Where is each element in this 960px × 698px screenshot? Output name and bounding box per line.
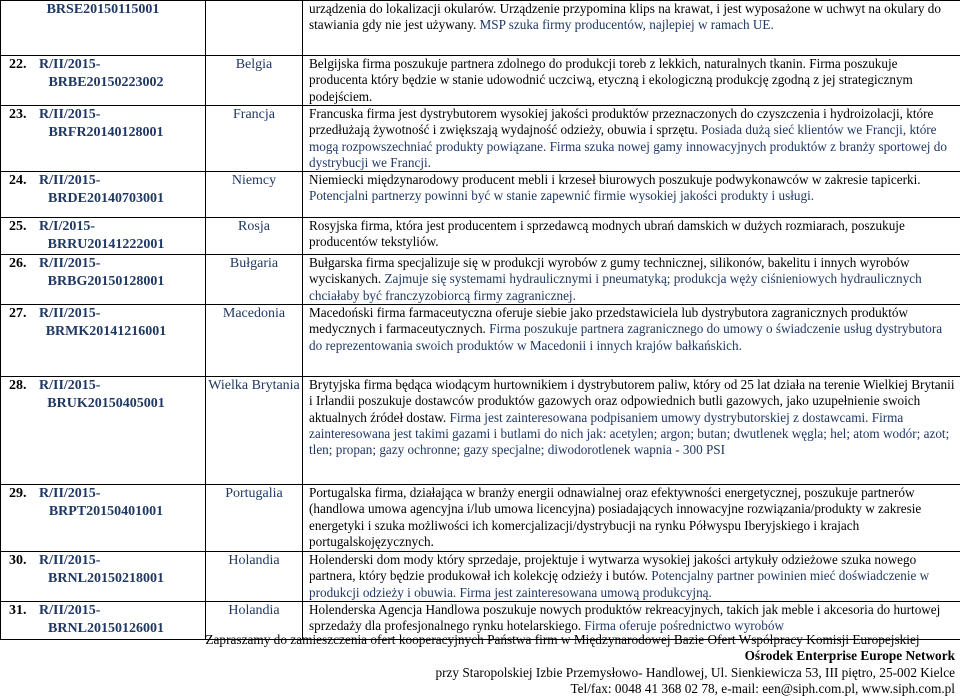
footer-address: przy Staropolskiej Izbie Przemysłowo- Handlowej, Ul. Sienkiewicza 53, III piętro, 25-002 Kielce [435,664,955,680]
table-row [1,255,960,305]
ref-cell [1,218,206,255]
row-number: 30. [9,553,27,569]
country-cell: Niemcy [206,172,303,218]
description-cell [303,56,960,106]
description-text-highlight: MSP szuka firmy producentów, najlepiej w ramach UE. [479,17,774,33]
ref-code: BRUK20150405001 [47,396,165,412]
table-row [1,377,960,485]
table-row [1,485,960,552]
ref-cell [1,377,206,485]
description-text-highlight: Firma poszukuje partnera zagranicznego do umowy o świadczenie usług dystrybutora do reprezentowania swoich produktów w Macedonii i innych krajów bałkańskich. [309,321,943,353]
country-cell: Rosja [206,218,303,255]
ref-code: BRMK20141216001 [45,324,167,340]
description-text: Bułgarska firma specjalizuje się w produkcji wyrobów z gumy technicznej, silikonów, bakelitu i innych wyrobów wyciskanych. [309,255,910,287]
description-cell [303,377,960,485]
row-number: 23. [9,107,27,122]
ref-code: BRFR20140128001 [48,125,164,140]
table-row [1,1,960,56]
table-row [1,218,960,255]
description-cell [303,106,960,172]
ref-code-prefix: R/II/2015- [39,486,101,502]
table-row [1,56,960,106]
table-row [1,305,960,377]
ref-cell [1,1,206,56]
row-number: 25. [9,219,27,235]
description-text: Rosyjska firma, która jest producentem i sprzedawcą modnych ubrań damskich w dużych rozmiarach, poszukuje producentów tekstyliów. [309,218,905,250]
description-text-highlight: Potencjalni partnerzy powinni być w stanie zapewnić firmie wysokiej jakości produkty i usługi. [309,188,815,204]
country-cell: Francja [206,106,303,172]
ref-code: BRRU20141222001 [47,237,165,253]
ref-code: BRSE20150115001 [46,2,160,17]
row-number: 31. [9,602,27,618]
footer-invitation: Zapraszamy do zamieszczenia ofert kooperacyjnych Państwa firm w Międzynarodowej Bazie Ofert Współpracy Komisji Europejskiej [205,632,920,647]
country-cell: Portugalia [206,485,303,552]
description-text-highlight: Firma jest zainteresowana podpisaniem umowy dystrybutorskiej z dostawcami. Firma zainteresowana jest takimi gazami i butlami do nich jak: acetylen; argon; butan; dwutlenek węgla; hel; atom wodór; azot; tlen; propan; gazy ochronne; gazy specjalne; diwodorotlenek wapnia - 300 PSI [309,409,950,458]
table-row [1,552,960,602]
ref-cell [1,56,206,106]
description-cell [303,255,960,305]
country-cell: Wielka Brytania [206,377,303,485]
description-cell [303,485,960,552]
description-text: Niemiecki międzynarodowy producent mebli i krzeseł biurowych poszukuje podwykonawców w zakresie tapicerki. [309,172,921,188]
ref-code-prefix: R/II/2015- [39,306,101,322]
ref-cell [1,485,206,552]
ref-code-prefix: R/II/2015- [39,553,101,569]
country-cell: Holandia [206,552,303,602]
table-row [1,172,960,218]
ref-code: BRDE20140703001 [48,191,164,207]
description-cell [303,172,960,218]
ref-code: BRNL20150218001 [48,571,164,587]
row-number: 22. [9,57,27,72]
footer-network-name: Ośrodek Enterprise Europe Network [744,648,955,664]
ref-code-prefix: R/II/2015- [39,57,101,72]
description-text: Francuska firma jest dystrybutorem wysokiej jakości produktów przeznaczonych do czyszczenia i hydroizolacji, które przedłużają żywotność i zwiększają wydajność odzieży, obuwia i sprzętu. [309,106,934,138]
description-cell [303,305,960,377]
description-text-highlight: Potencjalny partner powinien mieć doświadczenie w produkcji odzieży i obuwia. Firma jest zainteresowana umową produkcyjną. [309,568,930,600]
ref-code-prefix: R/II/2015- [39,378,101,394]
description-text-highlight: Zajmuje się systemami hydraulicznymi i pneumatyką; produkcja węży ciśnieniowych hydraulicznych chciałaby być franczyzobiorcą firmy zagranicznej. [309,271,922,303]
ref-code-prefix: R/I/2015- [39,219,95,235]
ref-cell [1,552,206,602]
row-number: 29. [9,486,27,502]
country-cell [206,1,303,56]
description-cell [303,552,960,602]
ref-cell [1,106,206,172]
row-number: 28. [9,378,27,394]
description-text: Holenderska Agencja Handlowa poszukuje nowych produktów rekreacyjnych, takich jak meble i akcesoria do hurtowej sprzedaży dla profesjonalnego rynku hotelarskiego. [309,601,941,634]
table-row [1,106,960,172]
row-number: 26. [9,256,27,272]
ref-code: BRBE20150223002 [48,75,164,90]
country-cell: Belgia [206,56,303,106]
ref-code: BRNL20150126001 [48,620,164,636]
description-text: Belgijska firma poszukuje partnera zdolnego do produkcji toreb z lekkich, naturalnych tkanin. Firma poszukuje producenta który będzie w stanie udowodnić uczciwą, etyczną i ekologiczną produkcję zgodną z jej strategicznym podejściem. [309,56,913,104]
country-cell: Holandia [206,601,303,639]
row-number: 27. [9,306,27,322]
ref-code: BRPT20150401001 [48,504,164,520]
country-cell: Macedonia [206,305,303,377]
country-cell: Bułgaria [206,255,303,305]
description-text: Portugalska firma, działająca w branży energii odnawialnej oraz efektywności energetycznej, poszukuje partnerów (handlowa umowa agencyjna i/lub umowa licencyjna) posiadających innowacyjne rozwiązania/produkty w zakresie energetyki i szuka możliwości ich komercjalizacji/dystrybucji na rynku Półwyspu Iberyjskiego i krajach portugalskojęzycznych. [309,485,922,549]
ref-cell [1,255,206,305]
description-cell [303,218,960,255]
ref-code-prefix: R/II/2015- [39,256,101,272]
ref-code-prefix: R/II/2015- [39,602,101,618]
row-number: 24. [9,173,27,189]
description-text-highlight: Posiada dużą sieć klientów we Francji, które mogą rozpowszechniać produkty powiązane. Firma szuka nowej gamy innowacyjnych produktów z branży sportowej do dystrybucji we Francji. [309,122,947,170]
footer-contact: Tel/fax: 0048 41 368 02 78, e-mail: een@siph.com.pl, www.siph.com.pl [570,681,955,697]
ref-cell [1,172,206,218]
description-text-highlight: Firma oferuje pośrednictwo wyrobów [584,618,784,634]
ref-cell [1,305,206,377]
description-cell [303,1,960,56]
ref-code-prefix: R/II/2015- [39,173,101,189]
footer [205,632,955,698]
description-text: Brytyjska firma będąca wiodącym hurtownikiem i dystrybutorem paliw, który od 25 lat działa na terenie Wielkiej Brytanii i Irlandii poszukuje dostawców produktów gazowych oraz odpowiednich butli gazowych, jako uzupełnienie swoich aktualnych źródeł dostaw. [309,377,955,425]
description-text: urządzenia do lokalizacji okularów. Urządzenie przypomina klips na krawat, i jest wyposażone w uchwyt na okulary do stawiania gdy nie jest używany. [309,1,941,33]
description-text: Holenderski dom mody który sprzedaje, projektuje i wytwarza wysokiej jakości artykuły odzieżowe szuka nowego partnera, który będzie produkował ich kolekcję odzieży i butów. [309,552,917,584]
description-text: Macedoński firma farmaceutyczna oferuje siebie jako przedstawiciela lub dystrybutora zagranicznych produktów medycznych i farmaceutycznych. [309,305,909,337]
ref-code-prefix: R/II/2015- [39,107,101,122]
ref-code: BRBG20150128001 [47,274,165,290]
